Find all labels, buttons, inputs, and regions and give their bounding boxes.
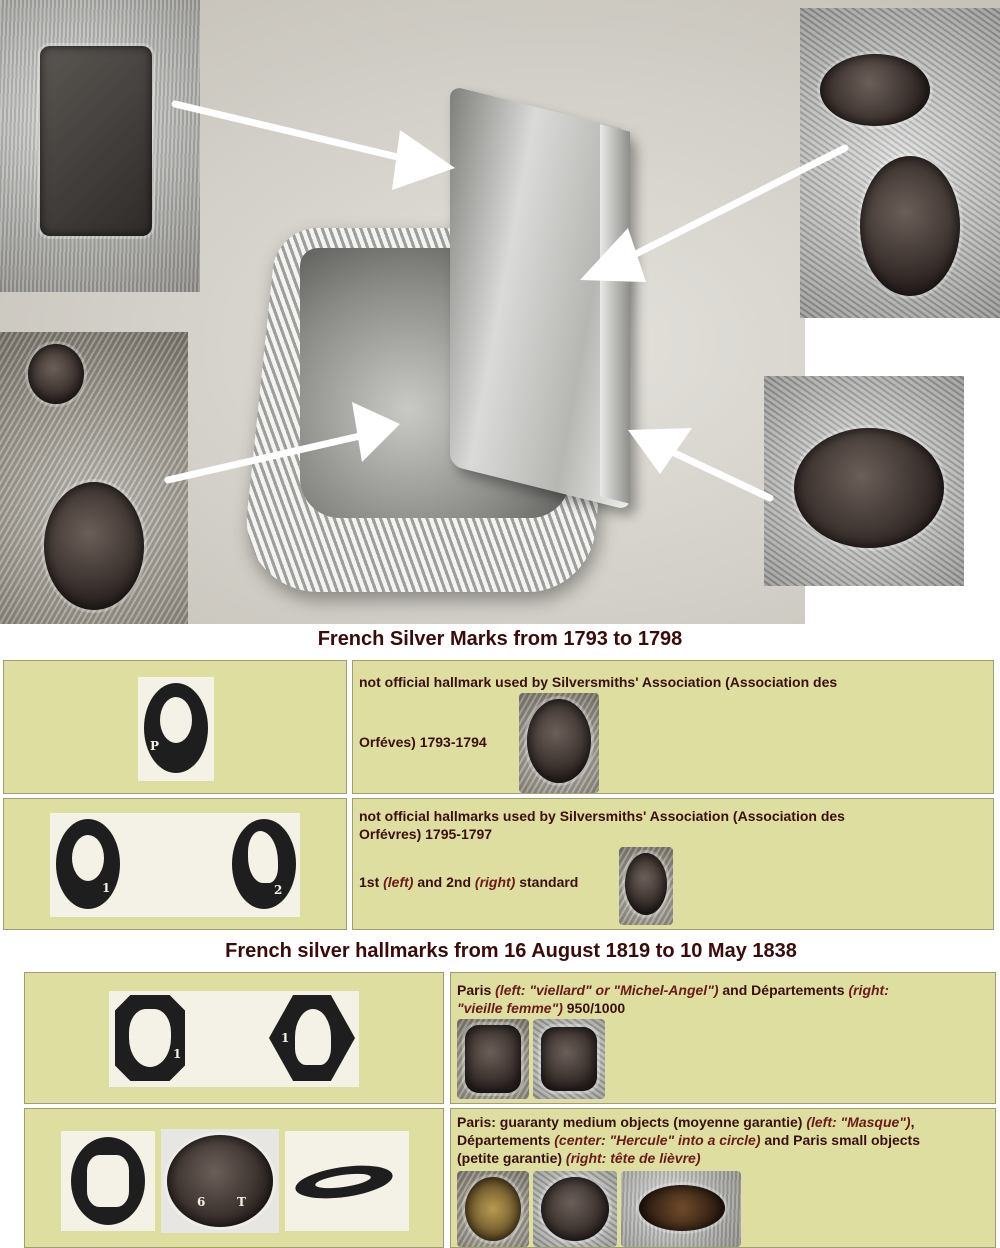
row-2-mark-photo <box>619 847 673 925</box>
row-4-description-line2: Départements (center: "Hercule" into a circle) and Paris small objects <box>457 1132 921 1148</box>
row-1-description-line2: Orféves) 1793-1794 <box>359 734 487 750</box>
row-2-standard-line: 1st (left) and 2nd (right) standard <box>359 874 579 890</box>
marks-table-1819-1838 <box>22 966 1000 1248</box>
table-row-2-text-cell <box>352 798 994 930</box>
table-row-2-image-cell <box>3 798 347 930</box>
table-row-4-text-cell <box>450 1108 996 1248</box>
table-row-3-image-cell <box>24 972 444 1104</box>
mark-photo-hercule <box>161 1129 279 1233</box>
section-title-text: French silver hallmarks from 16 August 1819 to 10 May 1838 <box>225 939 797 962</box>
row-1-mark-photo <box>519 693 599 793</box>
engraving-numeral-1b: 1 <box>281 1031 290 1045</box>
table-row-1-image-cell <box>3 660 347 794</box>
engraving-numeral-1: 1 <box>173 1047 182 1061</box>
table-row-1-text-cell <box>352 660 994 794</box>
table-row-3-text-cell <box>450 972 996 1104</box>
row-4-description-line1: Paris: guaranty medium objects (moyenne garantie) (left: "Masque"), <box>457 1114 915 1130</box>
row-2-description-line2: Orfévres) 1795-1797 <box>359 826 493 842</box>
engraving-numeral-2: 2 <box>274 883 283 897</box>
row-3-mark-photo-right <box>533 1019 605 1099</box>
row-3-mark-photo-left <box>457 1019 529 1099</box>
mark-engravings-head-horse <box>50 813 300 917</box>
mark-engraving-tete-de-lievre <box>285 1131 409 1231</box>
row-2-description-line1: not official hallmarks used by Silversmiths' Association (Association des <box>359 808 845 824</box>
row-4-description-line3: (petite garantie) (right: tête de lièvre) <box>457 1150 701 1166</box>
mark-engraving-head-p <box>138 677 214 781</box>
section-title-1793-1798 <box>0 624 1000 654</box>
row-3-description-line2: "vieille femme") 950/1000 <box>457 1000 626 1016</box>
row-3-description-line1: Paris (left: "viellard" or "Michel-Angel") and Départements (right: <box>457 982 889 998</box>
row-4-mark-photo-lievre <box>621 1171 741 1247</box>
mark-engravings-vieillard-vieille-femme <box>109 991 359 1087</box>
engraving-numeral-1: 1 <box>102 881 111 895</box>
row-1-description-line1: not official hallmark used by Silversmiths' Association (Association des <box>359 674 838 690</box>
row-4-mark-photo-hercule <box>533 1171 617 1247</box>
engraving-numeral-6: 6 <box>197 1195 206 1209</box>
engraving-letter-t: T <box>237 1195 246 1209</box>
table-row-4-image-cell <box>24 1108 444 1248</box>
section-title-1819-1838 <box>22 936 1000 966</box>
row-4-mark-photo-masque <box>457 1171 529 1247</box>
section-title-text: French Silver Marks from 1793 to 1798 <box>317 627 683 650</box>
engraving-letter: P <box>150 739 160 753</box>
marks-table-1793-1798 <box>0 654 1000 936</box>
mark-engraving-masque <box>61 1131 155 1231</box>
